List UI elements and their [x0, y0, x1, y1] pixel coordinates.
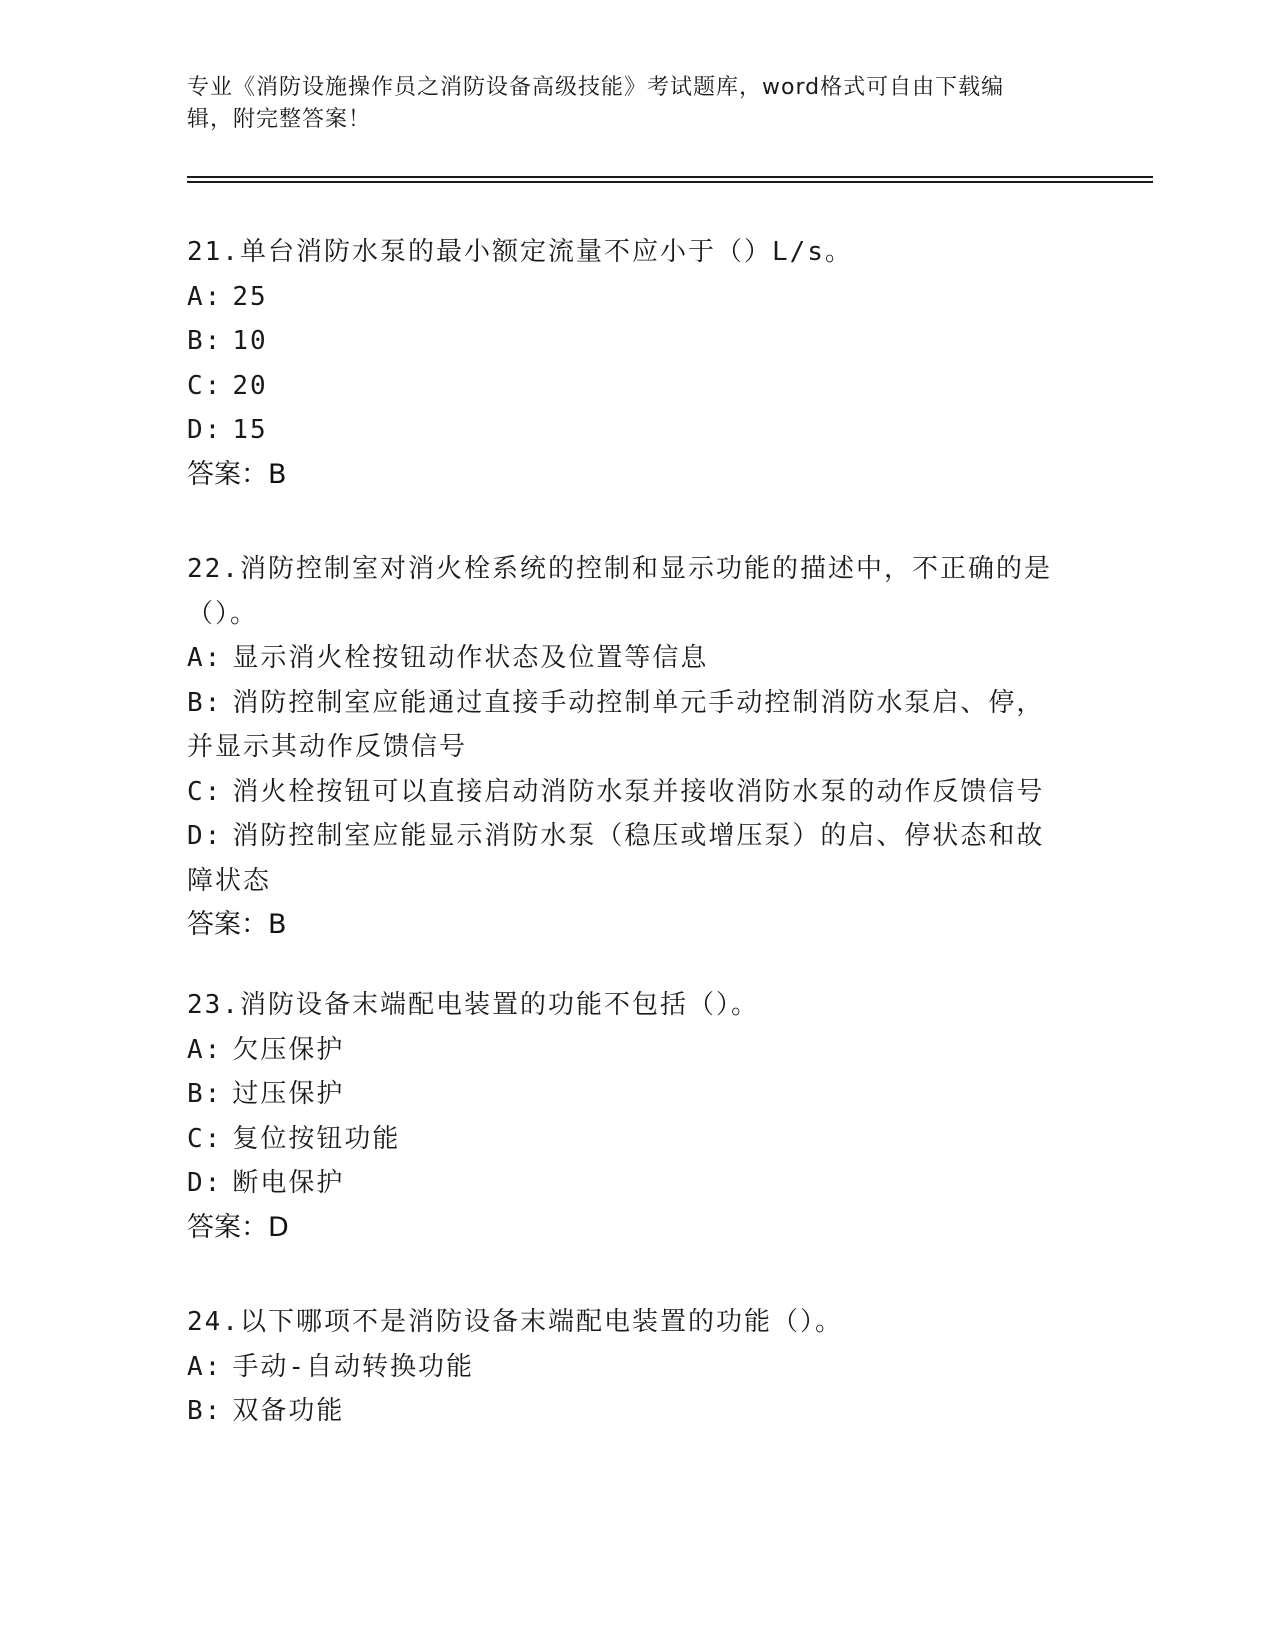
question-23	[187, 983, 1087, 1250]
question-stem-cont: （）。	[187, 598, 259, 629]
option-b: B: 消防控制室应能通过直接手动控制单元手动控制消防水泵启、停，	[187, 687, 1045, 718]
option-b: B: 过压保护	[187, 1079, 345, 1109]
option-b: B: 双备功能	[187, 1396, 345, 1426]
option-c: C: 复位按钮功能	[187, 1123, 401, 1154]
question-stem: 24.以下哪项不是消防设备末端配电装置的功能（）。	[187, 1307, 843, 1337]
option-a: A: 欠压保护	[187, 1034, 345, 1065]
option-c: C: 20	[187, 370, 268, 401]
header-line-2: 辑，附完整答案！	[187, 107, 372, 132]
question-stem: 23.消防设备末端配电装置的功能不包括（）。	[187, 990, 759, 1020]
question-stem: 22.消防控制室对消火栓系统的控制和显示功能的描述中，不正确的是	[187, 554, 1052, 584]
header-line-1: 专业《消防设施操作员之消防设备高级技能》考试题库，word格式可自由下载编	[187, 75, 1005, 100]
option-d-cont: 障状态	[187, 865, 272, 896]
option-a: A: 手动-自动转换功能	[187, 1351, 474, 1382]
header-divider-bottom	[187, 181, 1153, 183]
question-24	[187, 1300, 1087, 1434]
option-d: D: 15	[187, 415, 268, 445]
question-22	[187, 547, 1087, 947]
question-stem: 21.单台消防水泵的最小额定流量不应小于（）L/s。	[187, 237, 853, 267]
document-header	[187, 72, 1067, 136]
option-a: A: 25	[187, 281, 268, 312]
question-21	[187, 230, 1087, 497]
answer-line: 答案：B	[187, 458, 287, 490]
option-a: A: 显示消火栓按钮动作状态及位置等信息	[187, 643, 709, 673]
option-d: D: 断电保护	[187, 1168, 345, 1198]
answer-line: 答案：D	[187, 1211, 289, 1243]
option-b: B: 10	[187, 326, 268, 356]
header-divider-top	[187, 176, 1153, 178]
answer-line: 答案：B	[187, 909, 287, 940]
option-b-cont: 并显示其动作反馈信号	[187, 732, 468, 762]
option-c: C: 消火栓按钮可以直接启动消防水泵并接收消防水泵的动作反馈信号	[187, 776, 1045, 807]
option-d: D: 消防控制室应能显示消防水泵（稳压或增压泵）的启、停状态和故	[187, 821, 1045, 851]
